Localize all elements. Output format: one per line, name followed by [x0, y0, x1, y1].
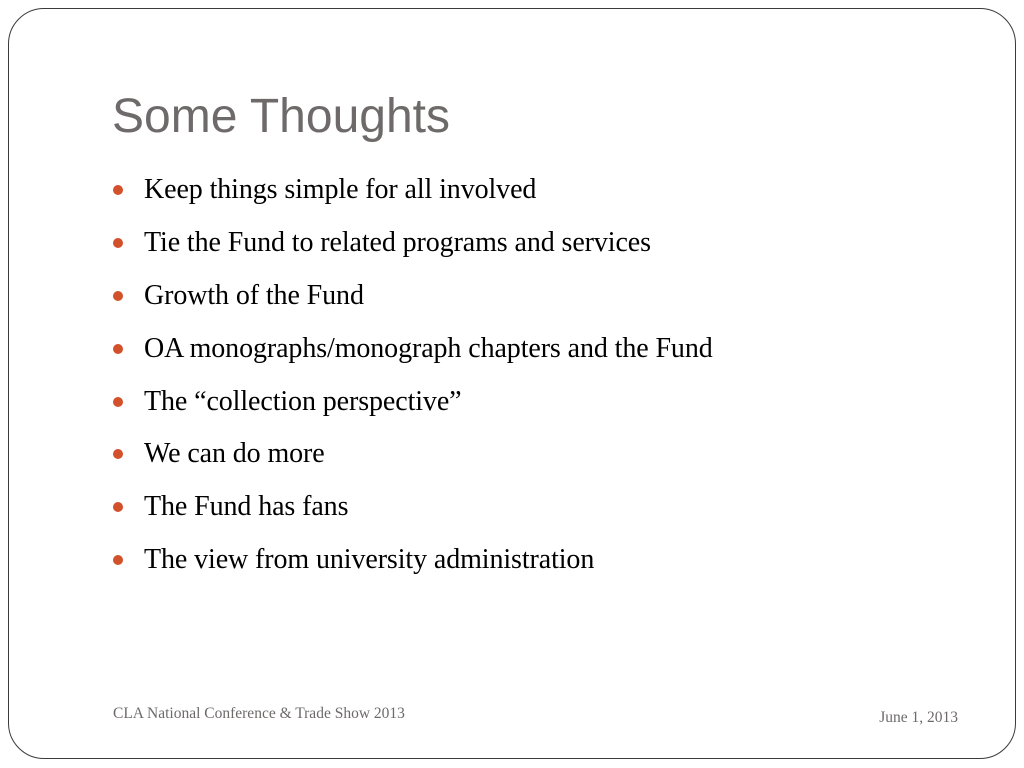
bullet-text: The view from university administration	[144, 543, 595, 575]
bullet-dot-icon	[113, 502, 123, 512]
bullet-text: Keep things simple for all involved	[144, 174, 537, 206]
bullet-item	[113, 270, 713, 323]
bullet-item	[113, 217, 713, 270]
bullet-item	[113, 481, 713, 534]
bullet-dot-icon	[113, 449, 123, 459]
bullet-item	[113, 534, 713, 587]
bullet-item	[113, 375, 713, 428]
footer-event-name: CLA National Conference & Trade Show 2013	[113, 705, 405, 722]
bullet-dot-icon	[113, 344, 123, 354]
slide-title: Some Thoughts	[112, 90, 450, 143]
bullet-item	[113, 322, 713, 375]
bullet-dot-icon	[113, 238, 123, 248]
bullet-list	[113, 164, 713, 586]
bullet-text: The “collection perspective”	[144, 385, 462, 417]
bullet-text: OA monographs/monograph chapters and the Fund	[144, 332, 713, 364]
footer-date: June 1, 2013	[879, 709, 958, 726]
bullet-item	[113, 428, 713, 481]
bullet-dot-icon	[113, 397, 123, 407]
bullet-text: We can do more	[144, 438, 325, 470]
bullet-dot-icon	[113, 555, 123, 565]
bullet-text: Growth of the Fund	[144, 279, 364, 311]
bullet-dot-icon	[113, 185, 123, 195]
bullet-text: Tie the Fund to related programs and services	[144, 227, 651, 259]
bullet-item	[113, 164, 713, 217]
bullet-text: The Fund has fans	[144, 491, 349, 523]
bullet-dot-icon	[113, 291, 123, 301]
